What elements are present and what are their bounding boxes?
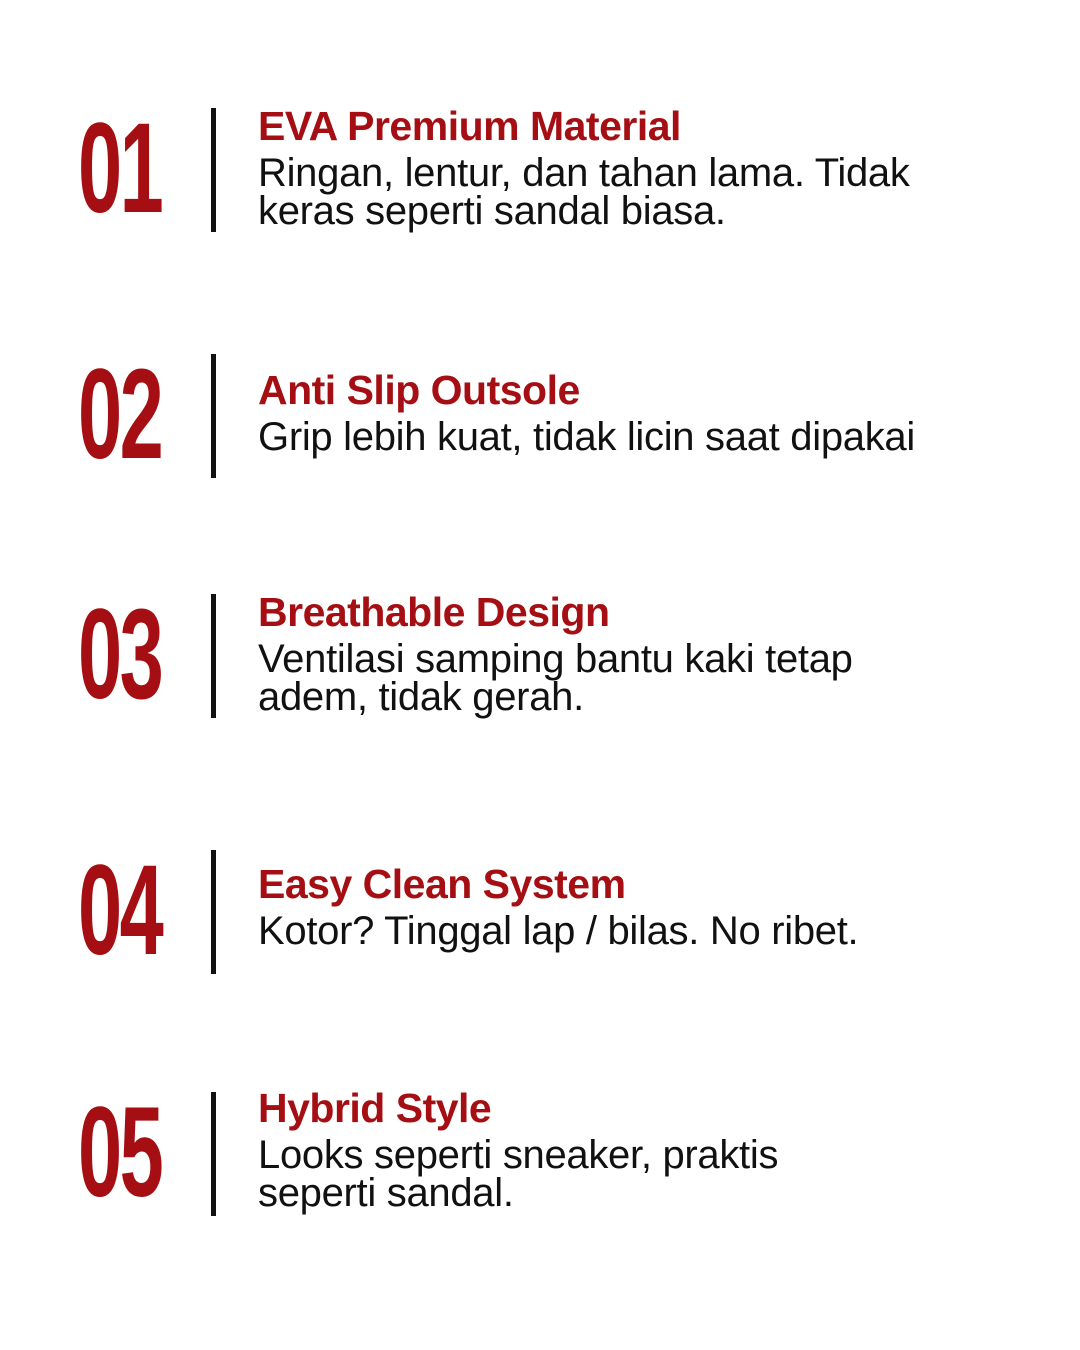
- feature-item-2: [0, 343, 1080, 486]
- feature-text: [258, 589, 1058, 719]
- feature-title: EVA Premium Material: [258, 103, 681, 149]
- feature-item-3: [0, 583, 1080, 726]
- vertical-divider: [211, 108, 216, 232]
- feature-number: 03: [78, 583, 162, 726]
- feature-number: 01: [78, 97, 162, 240]
- feature-text: [258, 367, 1058, 459]
- feature-title: Breathable Design: [258, 589, 610, 635]
- feature-title: Anti Slip Outsole: [258, 367, 580, 413]
- feature-text: [258, 861, 1058, 953]
- feature-number: 02: [78, 343, 162, 486]
- feature-title: Hybrid Style: [258, 1085, 492, 1131]
- vertical-divider: [211, 1092, 216, 1216]
- feature-description: Looks seperti sneaker, praktis seperti sandal.: [258, 1133, 779, 1215]
- feature-description: Grip lebih kuat, tidak licin saat dipakai: [258, 415, 915, 459]
- feature-text: [258, 103, 1058, 233]
- feature-item-1: [0, 97, 1080, 240]
- feature-title: Easy Clean System: [258, 861, 626, 907]
- feature-number: 04: [78, 839, 162, 982]
- feature-description: Ventilasi samping bantu kaki tetap adem, tidak gerah.: [258, 637, 853, 719]
- feature-item-4: [0, 839, 1080, 982]
- vertical-divider: [211, 850, 216, 974]
- feature-item-5: [0, 1081, 1080, 1224]
- vertical-divider: [211, 354, 216, 478]
- feature-description: Kotor? Tinggal lap / bilas. No ribet.: [258, 909, 859, 953]
- feature-description: Ringan, lentur, dan tahan lama. Tidak keras seperti sandal biasa.: [258, 151, 910, 233]
- feature-text: [258, 1085, 1058, 1215]
- feature-number: 05: [78, 1081, 162, 1224]
- vertical-divider: [211, 594, 216, 718]
